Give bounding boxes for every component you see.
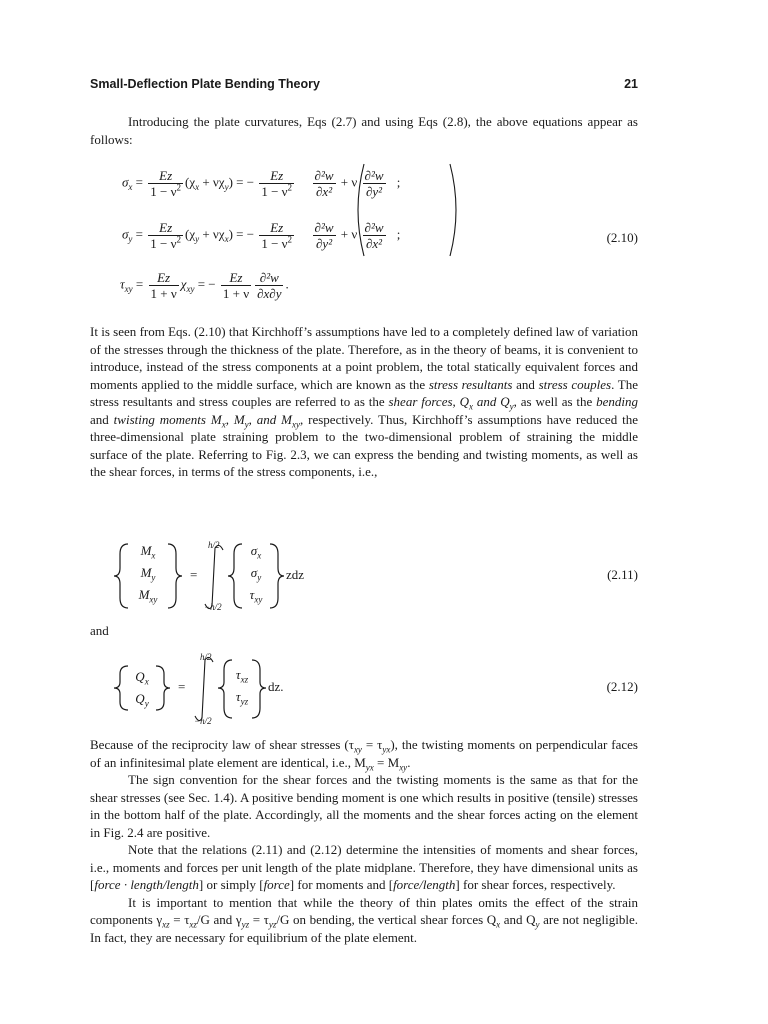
sub: y — [535, 919, 540, 930]
t: stress resultants — [428, 376, 513, 392]
shear-stress-vector — [230, 664, 254, 708]
t: and Q — [473, 394, 510, 409]
frac: $\frac{Ez}{1 - \nu^2}$ — [150, 168, 181, 199]
t: It is important to mention that while the theory of thin plates omits the effect of the strain components γ — [90, 894, 638, 927]
sub: xy — [254, 594, 263, 605]
t: , respectively. Thus, Kirchhoff’s assumptions have reduced the three-dimensional plate straining problem to the two-dimensional problem of straining the middle surface of the plate. Referring to Fig. 2.3, we can express the bending and twisting moments, as well as the shear forces, in terms of the stress components, i.e., — [90, 411, 638, 479]
eq-sigma-x: $\sigma_x$ = $\frac{Ez}{1 - \nu^2}$ $(\chi_x + \nu\chi_y)$ = − $\frac{Ez}{1 - \nu^2}$ $\frac{\text{∂²w}}{\text{∂x²}}$ + ν $\frac{\text{∂²w}}{\text{∂y²}}$ ; — [122, 168, 401, 199]
frac: $\frac{Ez}{1 - \nu^2}$ — [261, 220, 293, 251]
sub: y — [144, 698, 149, 709]
intro-paragraph — [90, 113, 638, 148]
eq-tau-xy: $\tau_{xy}$ = $\frac{Ez}{1 + \nu}$ $\chi_{xy}$ = − $\frac{Ez}{1 + \nu}$ $\frac{\text{∂²w}}{\partial x\partial y}$ . — [120, 270, 289, 301]
num: ∂²w — [255, 270, 283, 286]
num: Ez — [148, 168, 183, 184]
t: stress couples — [538, 376, 612, 392]
sub: y — [195, 234, 200, 245]
eq-2-11-number: (2.11) — [607, 567, 638, 582]
num: ∂²w — [314, 220, 334, 235]
t: are not negligible. In fact, they are necessary for equilibrium of the plate element. — [90, 912, 639, 945]
t: shear forces — [388, 394, 453, 409]
t: ; — [396, 174, 401, 190]
dz: dz. — [268, 679, 284, 694]
t: M — [205, 411, 222, 427]
sub: y — [151, 572, 156, 583]
sub: xy — [399, 762, 408, 773]
t: Because of the reciprocity law of shear stresses (τ — [90, 737, 354, 752]
sub: xy — [124, 284, 133, 295]
sub: y — [509, 401, 514, 412]
sub: x — [144, 676, 149, 687]
sub: yx — [365, 762, 374, 773]
page — [90, 0, 638, 1024]
num: Ez — [221, 270, 251, 286]
t: force/length — [393, 877, 456, 892]
sub: xz — [240, 674, 249, 685]
den: ∂x² — [365, 236, 383, 251]
sub: x — [151, 550, 156, 561]
sym: σ — [122, 226, 129, 242]
stress-vector — [242, 540, 270, 606]
t: ] for shear forces, respectively. — [455, 877, 616, 892]
t: ] for moments and [ — [289, 877, 394, 892]
t: + ν — [340, 226, 358, 242]
num: Ez — [148, 220, 183, 236]
t: force — [263, 877, 290, 892]
eq-sigma-y: $\sigma_y$ = $\frac{Ez}{1 - \nu^2}$ $(\chi_y + \nu\chi_x)$ = − $\frac{Ez}{1 - \nu^2}$ $\frac{\text{∂²w}}{\text{∂y²}}$ + ν $\frac{\text{∂²w}}{\text{∂x²}}$ ; — [122, 220, 401, 251]
and-text: and — [90, 623, 109, 638]
num: Ez — [259, 220, 294, 236]
t: force · length/length — [94, 877, 199, 892]
t: It is seen from Eqs. (2.10) that Kirchhoff’s assumptions have led to a completely defined law of variation of the stresses through the thickness of the plate. Therefore, as in the theory of beams, it is convenient to introduce, instead of the stress components at a point problem, the total statically equivalent forces and moments applied to the middle surface, which are known as the — [90, 324, 638, 392]
num: ∂²w — [364, 168, 384, 183]
t: . — [407, 754, 411, 770]
t: and — [90, 411, 109, 427]
t: ; — [396, 226, 401, 242]
t: τ — [235, 667, 241, 682]
sym: τ — [120, 276, 125, 292]
sub: x — [195, 182, 200, 193]
para4-text — [90, 841, 638, 894]
para1-text — [90, 323, 638, 481]
eq-sign: = — [190, 567, 198, 582]
t: M — [140, 565, 152, 580]
sub: yz — [240, 696, 249, 707]
moment-vector — [130, 540, 166, 606]
t: + νχ — [199, 174, 225, 190]
t: M — [140, 543, 152, 558]
t: = M — [373, 754, 400, 770]
t: σ — [250, 565, 258, 580]
t: ) = − — [228, 226, 255, 242]
upper-limit: h/2 — [208, 540, 220, 550]
eq-2-10-parens — [90, 160, 638, 310]
t: , Q — [452, 394, 470, 409]
t: , M — [225, 411, 245, 427]
equation-2-11 — [90, 538, 638, 618]
den: 1 − ν — [261, 236, 288, 251]
den: ∂x∂y — [257, 286, 282, 301]
t: τ — [235, 689, 241, 704]
den: ∂y² — [316, 236, 333, 251]
sub: xz — [189, 919, 197, 930]
sub: x — [221, 419, 226, 430]
zdz: zdz — [286, 567, 305, 582]
num: Ez — [259, 168, 294, 184]
and-line — [90, 622, 638, 640]
den: ∂x² — [316, 184, 333, 199]
frac: $\frac{Ez}{1 - \nu^2}$ — [150, 220, 181, 251]
shear-force-vector — [128, 666, 156, 710]
t: /G and γ — [196, 912, 242, 927]
para3-text: The sign convention for the shear forces and the twisting moments is the same as that for the shear stresses (see Sec. 1.4). A positive bending moment is one which results in positive (tensile) stresses in the bottom half of the plate. Accordingly, all the moments and the shear forces acting on the element in Fig. 2.4 are positive. — [90, 772, 638, 840]
t: + νχ — [199, 226, 225, 242]
t: = τ — [249, 912, 269, 927]
t: (χ — [184, 174, 196, 190]
t: σ — [250, 543, 258, 558]
den: ∂y² — [365, 184, 383, 199]
equation-2-10 — [90, 160, 638, 310]
body-text-lower — [90, 736, 638, 946]
eq-2-10-number: (2.10) — [606, 230, 638, 245]
t: , as well as the — [513, 394, 593, 409]
sub: x — [469, 401, 474, 412]
den: 1 − ν — [150, 184, 177, 199]
t: , and M — [248, 411, 293, 427]
t: and Q — [500, 912, 536, 927]
t: ) = − — [228, 174, 255, 190]
sym: σ — [122, 174, 129, 190]
sub: yz — [268, 919, 277, 930]
sub: x — [128, 182, 133, 193]
para2-text — [90, 736, 638, 771]
sub: xz — [162, 919, 170, 930]
upper-limit: h/2 — [200, 652, 212, 662]
sub: y — [257, 572, 262, 583]
t: . — [285, 276, 289, 292]
frac: $\frac{Ez}{1 - \nu^2}$ — [261, 168, 293, 199]
t: /G on bending, the vertical shear forces Q — [276, 912, 497, 927]
num: ∂²w — [314, 168, 334, 183]
sub: yz — [241, 919, 250, 930]
t: + ν — [340, 174, 358, 190]
sub: x — [224, 234, 229, 245]
t: Note that the relations (2.11) and (2.12) determine the intensities of moments and shear forces, i.e., moments and forces per unit length of the plate midplane. Therefore, they have dimensional units as [ — [90, 842, 638, 892]
t: τ — [249, 587, 255, 602]
eq-2-11-braces — [90, 538, 638, 618]
sub: y — [224, 182, 229, 193]
t: Q — [135, 669, 145, 684]
header-title: Small-Deflection Plate Bending Theory — [90, 77, 320, 91]
t: (χ — [184, 226, 196, 242]
sub: xy — [149, 594, 158, 605]
eq-sign: = — [178, 679, 186, 694]
paragraph-stress-resultants — [90, 323, 638, 481]
t: ] or simply [ — [198, 877, 264, 892]
den: 1 − ν — [150, 236, 177, 251]
t: M — [138, 587, 150, 602]
t: = τ — [169, 912, 190, 927]
t: χ — [180, 276, 187, 292]
sub: y — [244, 419, 249, 430]
den: 1 + ν — [222, 286, 250, 301]
num: ∂²w — [364, 220, 384, 235]
den: 1 + ν — [150, 286, 177, 301]
sub: xy — [186, 284, 195, 295]
den: 1 − ν — [261, 184, 288, 199]
sub: x — [496, 919, 501, 930]
t: . The stress resultants and stress couples are referred to as the — [90, 376, 639, 409]
sub: y — [128, 234, 133, 245]
t: and — [516, 376, 535, 392]
num: Ez — [149, 270, 179, 286]
equation-2-12 — [90, 652, 638, 732]
t: ), the twisting moments on perpendicular faces of an infinitesimal plate element are identical, i.e., M — [90, 737, 638, 770]
sub: xy — [292, 419, 301, 430]
sub: yx — [382, 744, 391, 755]
t: = τ — [361, 737, 383, 752]
eq-2-12-braces — [90, 652, 638, 732]
t: twisting moments — [113, 411, 206, 427]
running-header — [90, 77, 638, 95]
t: bending — [596, 394, 639, 409]
sub: x — [257, 550, 262, 561]
sub: xy — [353, 744, 362, 755]
intro-text: Introducing the plate curvatures, Eqs (2.7) and using Eqs (2.8), the above equations appear as follows: — [90, 114, 638, 147]
para5-text — [90, 894, 638, 947]
t: Q — [135, 691, 145, 706]
page-number: 21 — [624, 77, 638, 91]
lower-limit: −h/2 — [204, 602, 222, 612]
eq-2-12-number: (2.12) — [606, 679, 638, 694]
t: = − — [194, 276, 216, 292]
lower-limit: −h/2 — [194, 716, 212, 726]
